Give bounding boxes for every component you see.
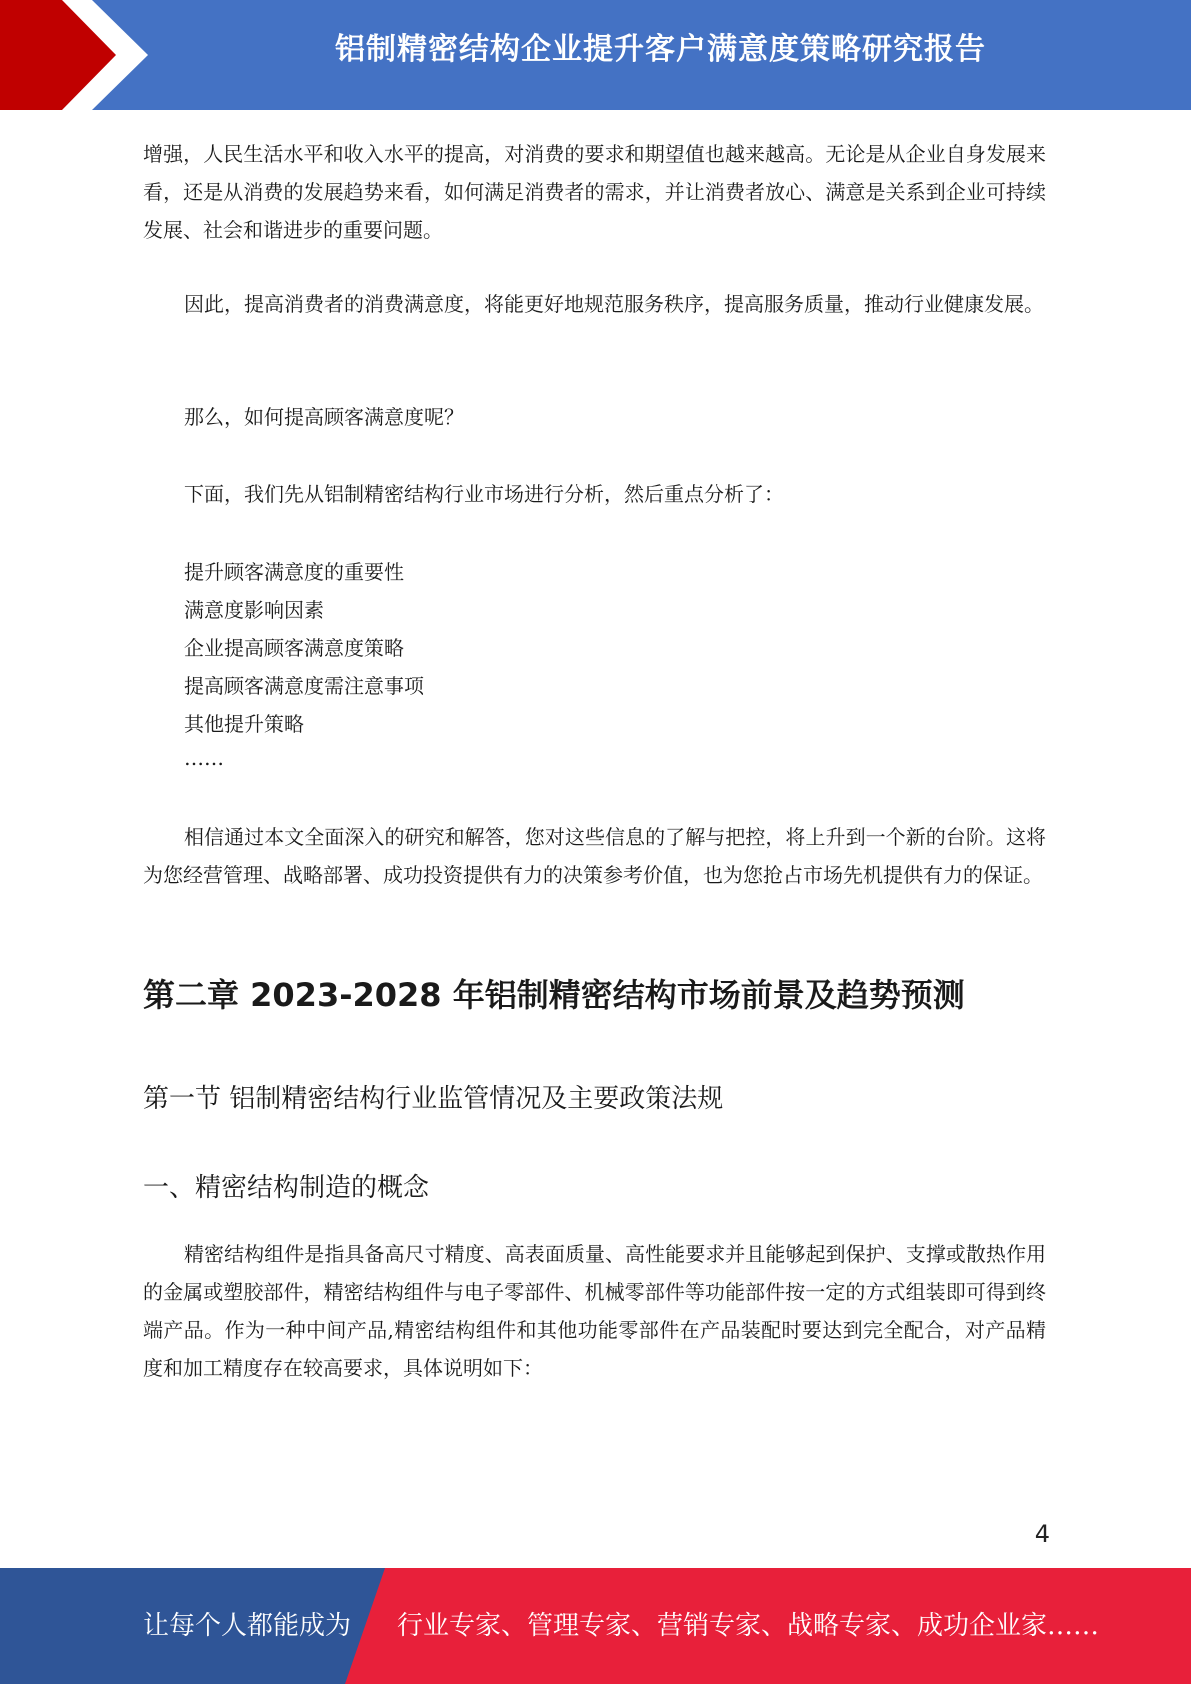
report-title: 铝制精密结构企业提升客户满意度策略研究报告 (335, 32, 986, 67)
paragraph-4: 下面，我们先从铝制精密结构行业市场进行分析，然后重点分析了： (184, 482, 784, 506)
list-item: 提升顾客满意度的重要性 (184, 560, 404, 584)
footer-slogan-right: 行业专家、管理专家、营销专家、战略专家、成功企业家…… (397, 1611, 1100, 1641)
analysis-topic-list (184, 553, 424, 743)
list-item: 满意度影响因素 (184, 598, 324, 622)
paragraph-3: 那么，如何提高顾客满意度呢？ (184, 405, 464, 429)
page-footer (0, 1568, 1191, 1684)
paragraph-2: 因此，提高消费者的消费满意度，将能更好地规范服务秩序，提高服务质量，推动行业健康发展。 (184, 292, 1044, 316)
paragraph-5: 相信通过本文全面深入的研究和解答，您对这些信息的了解与把控，将上升到一个新的台阶。这将为您经营管理、战略部署、成功投资提供有力的决策参考价值，也为您抢占市场先机提供有力的保证。 (143, 825, 1046, 887)
paragraph-1: 增强，人民生活水平和收入水平的提高，对消费的要求和期望值也越来越高。无论是从企业自身发展来看，还是从消费的发展趋势来看，如何满足消费者的需求，并让消费者放心、满意是关系到企业可持续发展、社会和谐进步的重要问题。 (143, 142, 1046, 242)
page-header (0, 0, 1191, 110)
footer-slogan-left: 让每个人都能成为 (143, 1611, 352, 1641)
list-item: 企业提高顾客满意度策略 (184, 636, 404, 660)
section-title: 第一节 铝制精密结构行业监管情况及主要政策法规 (143, 1084, 724, 1114)
subsection-title: 一、精密结构制造的概念 (143, 1173, 430, 1203)
paragraph-6: 精密结构组件是指具备高尺寸精度、高表面质量、高性能要求并且能够起到保护、支撑或散热作用的金属或塑胶部件，精密结构组件与电子零部件、机械零部件等功能部件按一定的方式组装即可得到终端产品。作为一种中间产品,精密结构组件和其他功能零部件在产品装配时要达到完全配合，对产品精度和加工精度存在较高要求，具体说明如下： (143, 1242, 1046, 1380)
list-ellipsis: …… (184, 746, 224, 770)
list-item: 其他提升策略 (184, 712, 304, 736)
list-item: 提高顾客满意度需注意事项 (184, 674, 424, 698)
chapter-title: 第二章 2023-2028 年铝制精密结构市场前景及趋势预测 (143, 976, 965, 1014)
header-arrow-decoration (0, 0, 160, 110)
page-number: 4 (1034, 1520, 1050, 1548)
